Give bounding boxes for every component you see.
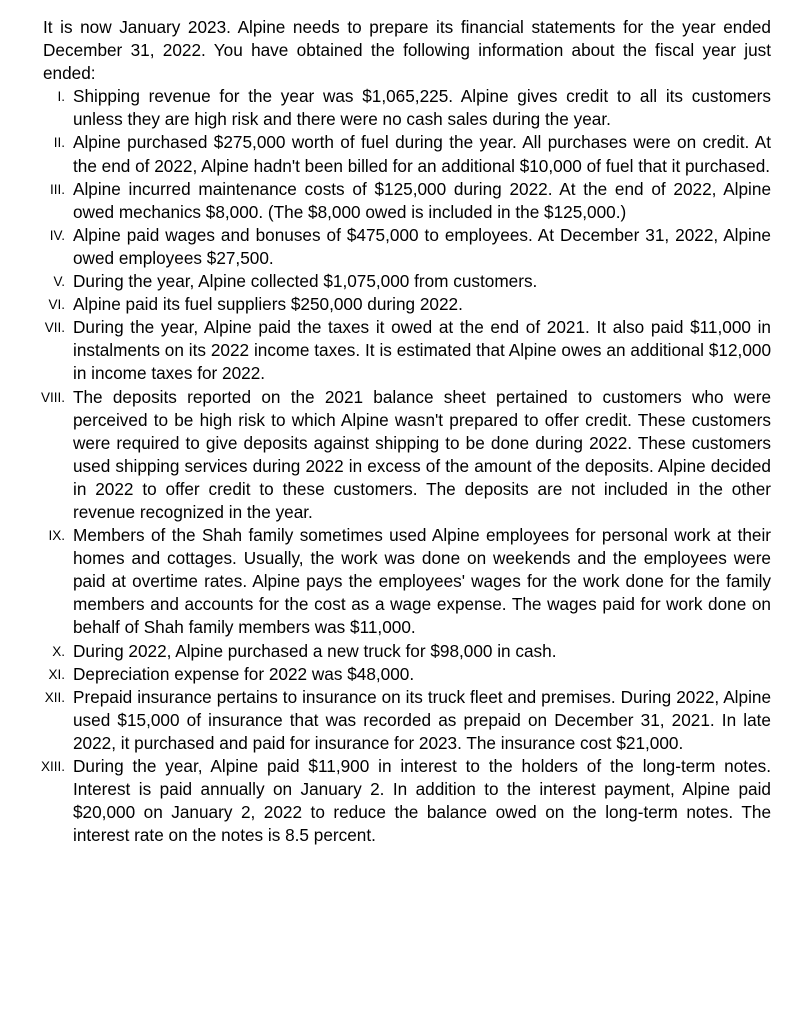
- item-text: Alpine incurred maintenance costs of $125,000 during 2022. At the end of 2022, Alpine owed mechanics $8,000. (The $8,000 owed is included in the $125,000.): [73, 178, 771, 222]
- item-text: Prepaid insurance pertains to insurance on its truck fleet and premises. During 2022, Alpine used $15,000 of insurance that was recorded as prepaid on December 31, 2021. In late 2022, it purchased and paid for insurance for 2023. The insurance cost $21,000.: [73, 686, 771, 753]
- list-item: [43, 85, 771, 131]
- item-number: IV.: [49, 227, 65, 243]
- item-number: VI.: [48, 297, 65, 313]
- list-item: [43, 131, 771, 177]
- list-item: [40, 755, 771, 847]
- list-item: [43, 640, 771, 663]
- item-number: I.: [57, 89, 65, 105]
- intro-paragraph: It is now January 2023. Alpine needs to prepare its financial statements for the year ended December 31, 2022. You have obtained the following information about the fiscal year just ended:: [43, 17, 771, 84]
- list-item: [43, 524, 771, 639]
- item-text: During the year, Alpine collected $1,075,000 from customers.: [73, 271, 538, 292]
- list-item: [43, 270, 771, 293]
- item-number: X.: [52, 643, 65, 659]
- information-list: [40, 85, 771, 847]
- list-item: [43, 686, 771, 755]
- list-item: [43, 224, 771, 270]
- item-text: Members of the Shah family sometimes used Alpine employees for personal work at their homes and cottages. Usually, the work was done on weekends and the employees were paid at overtime rates. Alpine pays the employees' wages for the work done for the family members and accounts for the cost as a wage expense. The wages paid for work done on behalf of Shah family members was $11,000.: [73, 525, 771, 638]
- item-text: During 2022, Alpine purchased a new truck for $98,000 in cash.: [73, 640, 557, 661]
- list-item: [43, 663, 771, 686]
- item-number: II.: [53, 135, 65, 151]
- item-text: Shipping revenue for the year was $1,065,225. Alpine gives credit to all its customers unless they are high risk and there were no cash sales during the year.: [73, 86, 771, 130]
- item-number: XIII.: [40, 759, 65, 774]
- item-text: Depreciation expense for 2022 was $48,000.: [73, 663, 415, 684]
- item-text: During the year, Alpine paid $11,900 in interest to the holders of the long-term notes. Interest is paid annually on January 2. In addition to the interest payment, Alpine paid $20,000 on January 2, 2022 to reduce the balance owed on the long-term notes. The interest rate on the notes is 8.5 percent.: [73, 756, 771, 846]
- item-number: XI.: [48, 666, 65, 682]
- item-text: During the year, Alpine paid the taxes it owed at the end of 2021. It also paid $11,000 in instalments on its 2022 income taxes. It is estimated that Alpine owes an additional $12,000 in income taxes for 2022.: [73, 317, 771, 384]
- list-item: [43, 316, 771, 385]
- item-number: XII.: [44, 689, 65, 705]
- item-number: VII.: [44, 320, 65, 336]
- list-item: [43, 178, 771, 224]
- item-text: The deposits reported on the 2021 balance sheet pertained to customers who were perceived to be high risk to which Alpine wasn't prepared to offer credit. These customers were required to give deposits against shipping to be done during 2022. These customers used shipping services during 2022 in excess of the amount of the deposits. Alpine decided in 2022 to offer credit to these customers. The deposits are not included in the other revenue recognized in the year.: [73, 386, 771, 522]
- list-item: [40, 386, 771, 525]
- item-number: VIII.: [40, 389, 65, 405]
- item-text: Alpine purchased $275,000 worth of fuel during the year. All purchases were on credit. At the end of 2022, Alpine hadn't been billed for an additional $10,000 of fuel that it purchased.: [73, 132, 771, 176]
- item-text: Alpine paid its fuel suppliers $250,000 during 2022.: [73, 294, 463, 315]
- document-body: [40, 16, 771, 847]
- item-number: IX.: [48, 528, 65, 544]
- list-item: [43, 293, 771, 316]
- item-number: III.: [49, 181, 65, 197]
- item-number: V.: [53, 274, 65, 290]
- item-text: Alpine paid wages and bonuses of $475,000 to employees. At December 31, 2022, Alpine owed employees $27,500.: [73, 224, 771, 268]
